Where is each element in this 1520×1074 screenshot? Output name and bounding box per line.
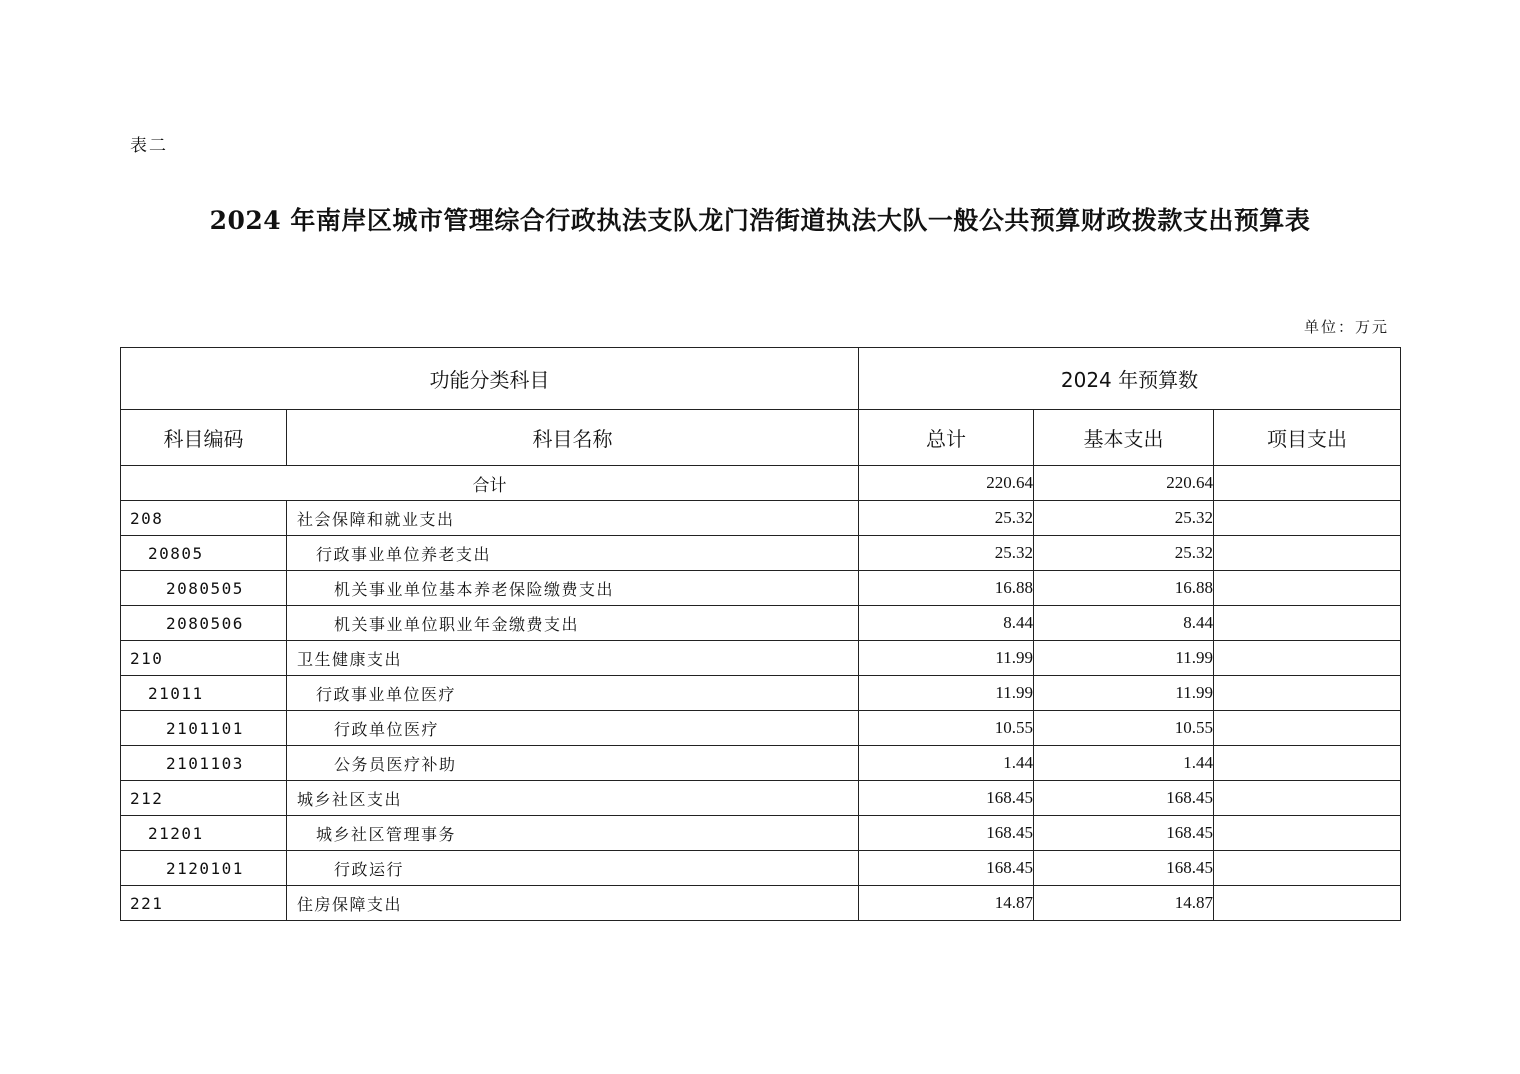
cell-code: 21201 [121, 816, 287, 851]
cell-total: 168.45 [859, 816, 1034, 851]
header-name: 科目名称 [287, 410, 859, 466]
cell-total: 8.44 [859, 606, 1034, 641]
cell-name: 公务员医疗补助 [287, 746, 859, 781]
cell-code: 2101103 [121, 746, 287, 781]
table-row [121, 711, 1401, 746]
cell-name: 社会保障和就业支出 [287, 501, 859, 536]
cell-total: 14.87 [859, 886, 1034, 921]
cell-total: 168.45 [859, 781, 1034, 816]
cell-total: 11.99 [859, 641, 1034, 676]
table-row [121, 816, 1401, 851]
table-row [121, 536, 1401, 571]
cell-name: 行政单位医疗 [287, 711, 859, 746]
cell-project [1214, 641, 1401, 676]
cell-basic: 10.55 [1034, 711, 1214, 746]
document-title: 2024 年南岸区城市管理综合行政执法支队龙门浩街道执法大队一般公共预算财政拨款支出预算表 [209, 206, 1311, 235]
cell-name: 行政事业单位养老支出 [287, 536, 859, 571]
cell-basic: 11.99 [1034, 641, 1214, 676]
unit-label: 单位：万元 [1303, 318, 1389, 336]
cell-name: 卫生健康支出 [287, 641, 859, 676]
total-row-label: 合计 [121, 466, 859, 501]
header-basic: 基本支出 [1034, 410, 1214, 466]
cell-name: 行政事业单位医疗 [287, 676, 859, 711]
header-code: 科目编码 [121, 410, 287, 466]
cell-code: 221 [121, 886, 287, 921]
cell-name: 机关事业单位基本养老保险缴费支出 [287, 571, 859, 606]
cell-project [1214, 676, 1401, 711]
cell-code: 210 [121, 641, 287, 676]
table-row [121, 676, 1401, 711]
header-project: 项目支出 [1214, 410, 1401, 466]
cell-name: 城乡社区支出 [287, 781, 859, 816]
cell-name: 机关事业单位职业年金缴费支出 [287, 606, 859, 641]
cell-code: 2101101 [121, 711, 287, 746]
table-row [121, 501, 1401, 536]
cell-basic: 25.32 [1034, 501, 1214, 536]
cell-total: 25.32 [859, 501, 1034, 536]
table-row [121, 746, 1401, 781]
cell-code: 2120101 [121, 851, 287, 886]
cell-name: 住房保障支出 [287, 886, 859, 921]
cell-name: 城乡社区管理事务 [287, 816, 859, 851]
cell-project [1214, 886, 1401, 921]
header-row-group [121, 348, 1401, 410]
cell-basic: 168.45 [1034, 851, 1214, 886]
cell-project [1214, 606, 1401, 641]
cell-basic: 168.45 [1034, 781, 1214, 816]
cell-name: 行政运行 [287, 851, 859, 886]
table-row [121, 851, 1401, 886]
cell-project [1214, 816, 1401, 851]
cell-basic: 14.87 [1034, 886, 1214, 921]
cell-project [1214, 571, 1401, 606]
cell-project [1214, 851, 1401, 886]
cell-code: 208 [121, 501, 287, 536]
cell-code: 2080506 [121, 606, 287, 641]
total-row-project [1214, 466, 1401, 501]
cell-total: 168.45 [859, 851, 1034, 886]
cell-project [1214, 746, 1401, 781]
table-row [121, 781, 1401, 816]
budget-table [120, 347, 1401, 921]
cell-total: 10.55 [859, 711, 1034, 746]
cell-basic: 16.88 [1034, 571, 1214, 606]
cell-code: 21011 [121, 676, 287, 711]
header-function-category: 功能分类科目 [121, 348, 859, 410]
table-label: 表二 [130, 136, 168, 156]
cell-project [1214, 781, 1401, 816]
table-row [121, 606, 1401, 641]
cell-basic: 1.44 [1034, 746, 1214, 781]
table-row [121, 886, 1401, 921]
total-row-basic: 220.64 [1034, 466, 1214, 501]
cell-basic: 11.99 [1034, 676, 1214, 711]
total-row-total: 220.64 [859, 466, 1034, 501]
cell-total: 25.32 [859, 536, 1034, 571]
table-row [121, 571, 1401, 606]
header-row-columns [121, 410, 1401, 466]
cell-code: 212 [121, 781, 287, 816]
cell-basic: 168.45 [1034, 816, 1214, 851]
cell-basic: 25.32 [1034, 536, 1214, 571]
cell-project [1214, 536, 1401, 571]
cell-code: 2080505 [121, 571, 287, 606]
cell-total: 1.44 [859, 746, 1034, 781]
header-total: 总计 [859, 410, 1034, 466]
cell-basic: 8.44 [1034, 606, 1214, 641]
table-body [121, 466, 1401, 921]
cell-project [1214, 711, 1401, 746]
cell-total: 11.99 [859, 676, 1034, 711]
cell-code: 20805 [121, 536, 287, 571]
table-row [121, 641, 1401, 676]
cell-project [1214, 501, 1401, 536]
total-row [121, 466, 1401, 501]
header-budget-year: 2024 年预算数 [859, 348, 1401, 410]
cell-total: 16.88 [859, 571, 1034, 606]
